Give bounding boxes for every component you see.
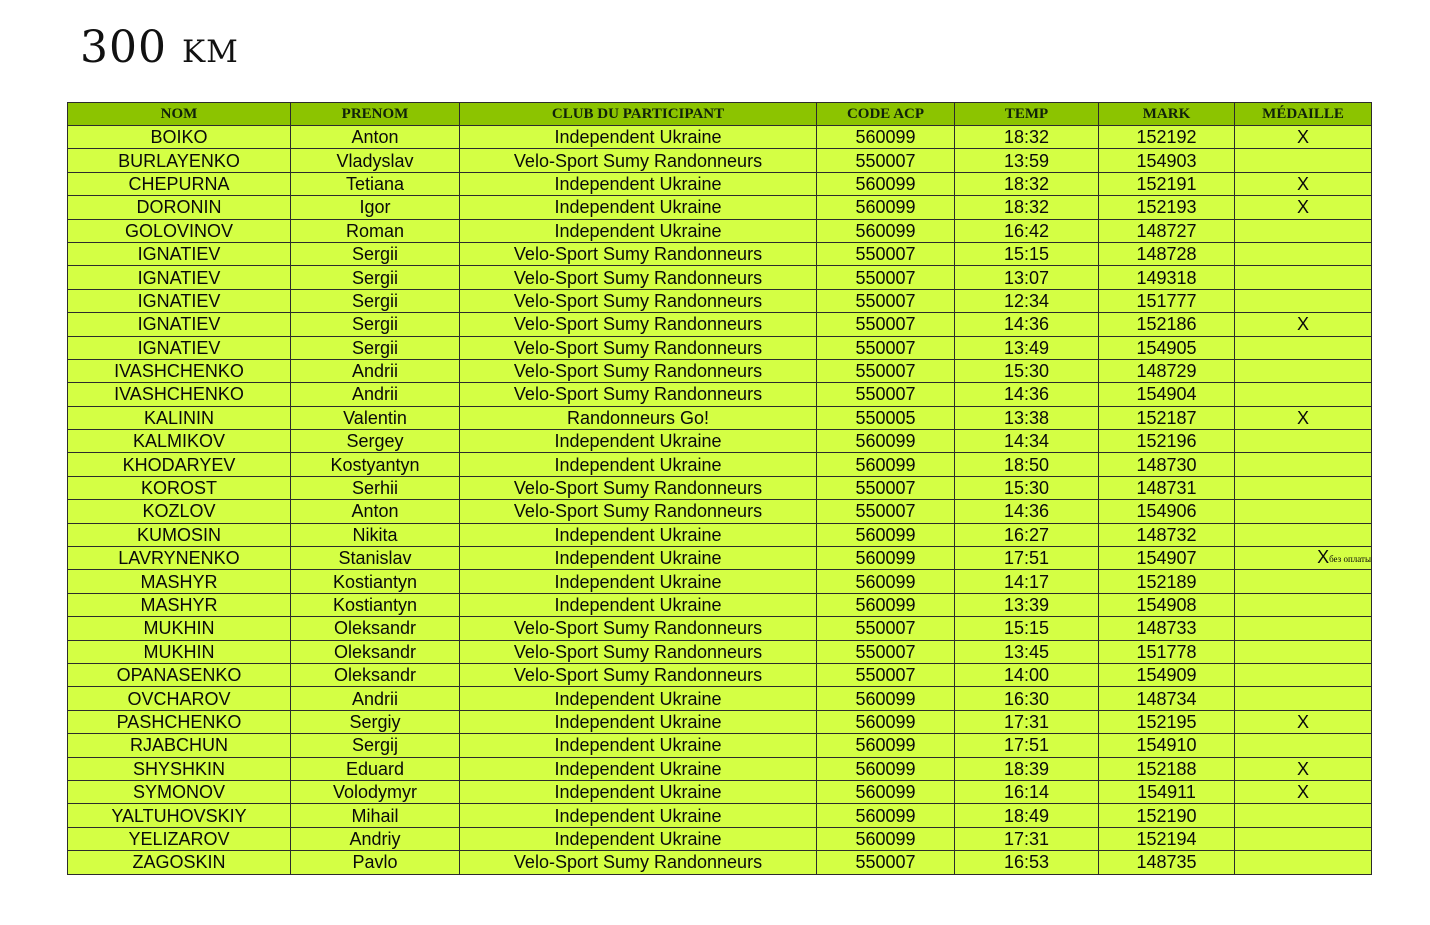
- cell-club: Velo-Sport Sumy Randonneurs: [460, 289, 817, 312]
- cell-mark: 152196: [1099, 430, 1235, 453]
- table-row: [68, 383, 1372, 406]
- cell-club: Independent Ukraine: [460, 523, 817, 546]
- cell-temp: 13:49: [955, 336, 1099, 359]
- cell-club: Independent Ukraine: [460, 710, 817, 733]
- cell-medaille: [1235, 313, 1372, 336]
- cell-mark: 154909: [1099, 663, 1235, 686]
- table-row: [68, 804, 1372, 827]
- cell-code-acp: 550007: [817, 476, 955, 499]
- cell-club: Velo-Sport Sumy Randonneurs: [460, 617, 817, 640]
- cell-prenom: Serhii: [291, 476, 460, 499]
- cell-mark: 152188: [1099, 757, 1235, 780]
- cell-mark: 154907: [1099, 547, 1235, 570]
- cell-medaille: [1235, 126, 1372, 149]
- cell-temp: 13:38: [955, 406, 1099, 429]
- page-title: 300 km: [80, 22, 239, 73]
- cell-medaille: [1235, 172, 1372, 195]
- cell-prenom: Vladyslav: [291, 149, 460, 172]
- cell-medaille: [1235, 617, 1372, 640]
- cell-prenom: Roman: [291, 219, 460, 242]
- cell-nom: BOIKO: [68, 126, 291, 149]
- cell-prenom: Mihail: [291, 804, 460, 827]
- cell-code-acp: 560099: [817, 219, 955, 242]
- table-row: [68, 453, 1372, 476]
- cell-mark: 152190: [1099, 804, 1235, 827]
- cell-code-acp: 550007: [817, 617, 955, 640]
- cell-mark: 148734: [1099, 687, 1235, 710]
- cell-club: Independent Ukraine: [460, 547, 817, 570]
- cell-temp: 17:51: [955, 547, 1099, 570]
- cell-medaille: [1235, 547, 1372, 570]
- cell-medaille: [1235, 289, 1372, 312]
- cell-temp: 15:30: [955, 359, 1099, 382]
- cell-code-acp: 550007: [817, 149, 955, 172]
- cell-mark: 151777: [1099, 289, 1235, 312]
- table-row: [68, 523, 1372, 546]
- cell-nom: MUKHIN: [68, 640, 291, 663]
- cell-nom: IGNATIEV: [68, 313, 291, 336]
- table-row: [68, 196, 1372, 219]
- cell-nom: MUKHIN: [68, 617, 291, 640]
- cell-temp: 14:17: [955, 570, 1099, 593]
- cell-mark: 149318: [1099, 266, 1235, 289]
- cell-mark: 152186: [1099, 313, 1235, 336]
- cell-prenom: Andrii: [291, 359, 460, 382]
- column-header-mark: MARK: [1099, 103, 1235, 126]
- cell-medaille: [1235, 430, 1372, 453]
- cell-prenom: Nikita: [291, 523, 460, 546]
- cell-nom: IVASHCHENKO: [68, 359, 291, 382]
- cell-prenom: Valentin: [291, 406, 460, 429]
- cell-temp: 15:15: [955, 617, 1099, 640]
- medal-mark: X: [1296, 197, 1309, 218]
- cell-mark: 148732: [1099, 523, 1235, 546]
- cell-medaille: [1235, 336, 1372, 359]
- cell-code-acp: 560099: [817, 570, 955, 593]
- cell-club: Velo-Sport Sumy Randonneurs: [460, 383, 817, 406]
- cell-code-acp: 550007: [817, 242, 955, 265]
- cell-club: Velo-Sport Sumy Randonneurs: [460, 640, 817, 663]
- cell-prenom: Igor: [291, 196, 460, 219]
- cell-nom: IGNATIEV: [68, 336, 291, 359]
- table-body: [68, 126, 1372, 875]
- header-row: [68, 103, 1372, 126]
- cell-nom: KUMOSIN: [68, 523, 291, 546]
- cell-nom: MASHYR: [68, 593, 291, 616]
- cell-nom: YELIZAROV: [68, 827, 291, 850]
- cell-code-acp: 560099: [817, 547, 955, 570]
- cell-medaille: [1235, 219, 1372, 242]
- cell-medaille: [1235, 453, 1372, 476]
- cell-nom: BURLAYENKO: [68, 149, 291, 172]
- cell-nom: KOZLOV: [68, 500, 291, 523]
- column-header-temp: TEMP: [955, 103, 1099, 126]
- cell-medaille: [1235, 687, 1372, 710]
- cell-club: Velo-Sport Sumy Randonneurs: [460, 266, 817, 289]
- cell-prenom: Sergiy: [291, 710, 460, 733]
- cell-prenom: Kostiantyn: [291, 570, 460, 593]
- cell-nom: CHEPURNA: [68, 172, 291, 195]
- medal-mark: X: [1296, 711, 1309, 732]
- cell-nom: RJABCHUN: [68, 734, 291, 757]
- cell-medaille: [1235, 851, 1372, 874]
- table-row: [68, 430, 1372, 453]
- cell-mark: 152195: [1099, 710, 1235, 733]
- cell-club: Independent Ukraine: [460, 430, 817, 453]
- cell-code-acp: 560099: [817, 593, 955, 616]
- cell-medaille: [1235, 242, 1372, 265]
- medal-mark: X: [1317, 547, 1330, 568]
- column-header-club: CLUB DU PARTICIPANT: [460, 103, 817, 126]
- cell-mark: 154910: [1099, 734, 1235, 757]
- cell-prenom: Sergey: [291, 430, 460, 453]
- cell-temp: 15:30: [955, 476, 1099, 499]
- cell-prenom: Oleksandr: [291, 640, 460, 663]
- cell-nom: IGNATIEV: [68, 289, 291, 312]
- cell-medaille: [1235, 663, 1372, 686]
- cell-temp: 12:34: [955, 289, 1099, 312]
- medal-mark: X: [1296, 758, 1309, 779]
- cell-prenom: Eduard: [291, 757, 460, 780]
- cell-temp: 18:32: [955, 172, 1099, 195]
- cell-prenom: Kostiantyn: [291, 593, 460, 616]
- table-row: [68, 757, 1372, 780]
- cell-nom: KALMIKOV: [68, 430, 291, 453]
- cell-code-acp: 560099: [817, 196, 955, 219]
- cell-club: Velo-Sport Sumy Randonneurs: [460, 149, 817, 172]
- cell-nom: PASHCHENKO: [68, 710, 291, 733]
- cell-medaille: [1235, 149, 1372, 172]
- medal-mark: X: [1296, 127, 1309, 148]
- cell-club: Velo-Sport Sumy Randonneurs: [460, 500, 817, 523]
- cell-mark: 148733: [1099, 617, 1235, 640]
- cell-temp: 18:32: [955, 196, 1099, 219]
- cell-club: Independent Ukraine: [460, 593, 817, 616]
- cell-mark: 154905: [1099, 336, 1235, 359]
- cell-code-acp: 560099: [817, 734, 955, 757]
- cell-nom: IGNATIEV: [68, 242, 291, 265]
- cell-prenom: Oleksandr: [291, 663, 460, 686]
- cell-temp: 17:51: [955, 734, 1099, 757]
- table-row: [68, 289, 1372, 312]
- cell-club: Randonneurs Go!: [460, 406, 817, 429]
- cell-nom: YALTUHOVSKIY: [68, 804, 291, 827]
- cell-nom: LAVRYNENKO: [68, 547, 291, 570]
- cell-prenom: Volodymyr: [291, 780, 460, 803]
- table-row: [68, 172, 1372, 195]
- table-row: [68, 851, 1372, 874]
- cell-temp: 16:53: [955, 851, 1099, 874]
- cell-temp: 16:27: [955, 523, 1099, 546]
- table-row: [68, 500, 1372, 523]
- cell-club: Independent Ukraine: [460, 196, 817, 219]
- cell-nom: IGNATIEV: [68, 266, 291, 289]
- cell-code-acp: 550007: [817, 359, 955, 382]
- cell-mark: 154903: [1099, 149, 1235, 172]
- cell-nom: OVCHAROV: [68, 687, 291, 710]
- cell-nom: KHODARYEV: [68, 453, 291, 476]
- table-row: [68, 336, 1372, 359]
- cell-code-acp: 560099: [817, 827, 955, 850]
- cell-code-acp: 550007: [817, 313, 955, 336]
- column-header-medaille: MÉDAILLE: [1235, 103, 1372, 126]
- cell-code-acp: 560099: [817, 710, 955, 733]
- cell-code-acp: 550007: [817, 851, 955, 874]
- cell-medaille: [1235, 196, 1372, 219]
- cell-prenom: Sergii: [291, 266, 460, 289]
- cell-club: Velo-Sport Sumy Randonneurs: [460, 476, 817, 499]
- cell-medaille: [1235, 523, 1372, 546]
- cell-prenom: Sergii: [291, 289, 460, 312]
- cell-code-acp: 560099: [817, 523, 955, 546]
- cell-club: Independent Ukraine: [460, 172, 817, 195]
- cell-mark: 151778: [1099, 640, 1235, 663]
- cell-nom: GOLOVINOV: [68, 219, 291, 242]
- table-row: [68, 710, 1372, 733]
- cell-nom: SYMONOV: [68, 780, 291, 803]
- table-row: [68, 219, 1372, 242]
- cell-mark: 154908: [1099, 593, 1235, 616]
- cell-temp: 13:59: [955, 149, 1099, 172]
- cell-club: Independent Ukraine: [460, 687, 817, 710]
- cell-code-acp: 550007: [817, 663, 955, 686]
- cell-temp: 17:31: [955, 710, 1099, 733]
- table-row: [68, 547, 1372, 570]
- cell-medaille: [1235, 359, 1372, 382]
- cell-mark: 152192: [1099, 126, 1235, 149]
- table-row: [68, 593, 1372, 616]
- cell-temp: 14:36: [955, 383, 1099, 406]
- cell-medaille: [1235, 780, 1372, 803]
- cell-code-acp: 560099: [817, 780, 955, 803]
- table-row: [68, 476, 1372, 499]
- cell-temp: 18:49: [955, 804, 1099, 827]
- cell-prenom: Sergii: [291, 242, 460, 265]
- cell-temp: 13:07: [955, 266, 1099, 289]
- cell-medaille: [1235, 266, 1372, 289]
- table-row: [68, 126, 1372, 149]
- cell-mark: 148728: [1099, 242, 1235, 265]
- cell-mark: 152187: [1099, 406, 1235, 429]
- cell-prenom: Andriy: [291, 827, 460, 850]
- cell-temp: 14:00: [955, 663, 1099, 686]
- cell-medaille: [1235, 640, 1372, 663]
- table-row: [68, 266, 1372, 289]
- cell-prenom: Tetiana: [291, 172, 460, 195]
- cell-nom: OPANASENKO: [68, 663, 291, 686]
- table-row: [68, 570, 1372, 593]
- cell-code-acp: 550007: [817, 266, 955, 289]
- cell-club: Independent Ukraine: [460, 757, 817, 780]
- cell-club: Independent Ukraine: [460, 126, 817, 149]
- cell-club: Independent Ukraine: [460, 570, 817, 593]
- cell-medaille: [1235, 804, 1372, 827]
- cell-prenom: Sergii: [291, 313, 460, 336]
- table-row: [68, 663, 1372, 686]
- cell-mark: 148727: [1099, 219, 1235, 242]
- cell-nom: SHYSHKIN: [68, 757, 291, 780]
- cell-code-acp: 550005: [817, 406, 955, 429]
- cell-code-acp: 560099: [817, 126, 955, 149]
- column-header-prenom: PRENOM: [291, 103, 460, 126]
- cell-prenom: Anton: [291, 500, 460, 523]
- cell-club: Independent Ukraine: [460, 453, 817, 476]
- cell-medaille: [1235, 757, 1372, 780]
- cell-mark: 148731: [1099, 476, 1235, 499]
- cell-nom: IVASHCHENKO: [68, 383, 291, 406]
- cell-medaille: [1235, 500, 1372, 523]
- cell-club: Velo-Sport Sumy Randonneurs: [460, 336, 817, 359]
- cell-temp: 14:36: [955, 500, 1099, 523]
- cell-club: Independent Ukraine: [460, 734, 817, 757]
- table-row: [68, 359, 1372, 382]
- cell-club: Velo-Sport Sumy Randonneurs: [460, 851, 817, 874]
- cell-code-acp: 550007: [817, 336, 955, 359]
- results-table: [67, 102, 1372, 875]
- column-header-nom: NOM: [68, 103, 291, 126]
- cell-mark: 154911: [1099, 780, 1235, 803]
- cell-medaille: [1235, 570, 1372, 593]
- cell-prenom: Andrii: [291, 383, 460, 406]
- cell-club: Velo-Sport Sumy Randonneurs: [460, 313, 817, 336]
- cell-mark: 154904: [1099, 383, 1235, 406]
- cell-temp: 18:50: [955, 453, 1099, 476]
- table-row: [68, 617, 1372, 640]
- cell-prenom: Stanislav: [291, 547, 460, 570]
- cell-nom: KALININ: [68, 406, 291, 429]
- cell-temp: 18:32: [955, 126, 1099, 149]
- cell-temp: 18:39: [955, 757, 1099, 780]
- cell-temp: 16:42: [955, 219, 1099, 242]
- cell-prenom: Anton: [291, 126, 460, 149]
- cell-prenom: Andrii: [291, 687, 460, 710]
- cell-nom: DORONIN: [68, 196, 291, 219]
- cell-prenom: Kostyantyn: [291, 453, 460, 476]
- cell-club: Velo-Sport Sumy Randonneurs: [460, 242, 817, 265]
- cell-mark: 152191: [1099, 172, 1235, 195]
- cell-nom: ZAGOSKIN: [68, 851, 291, 874]
- cell-mark: 152189: [1099, 570, 1235, 593]
- cell-medaille: [1235, 734, 1372, 757]
- cell-code-acp: 560099: [817, 430, 955, 453]
- cell-club: Independent Ukraine: [460, 827, 817, 850]
- cell-club: Velo-Sport Sumy Randonneurs: [460, 359, 817, 382]
- cell-temp: 16:14: [955, 780, 1099, 803]
- cell-code-acp: 550007: [817, 289, 955, 312]
- cell-prenom: Sergii: [291, 336, 460, 359]
- cell-temp: 14:36: [955, 313, 1099, 336]
- cell-temp: 14:34: [955, 430, 1099, 453]
- table-row: [68, 313, 1372, 336]
- cell-medaille: [1235, 710, 1372, 733]
- cell-mark: 148730: [1099, 453, 1235, 476]
- cell-medaille: [1235, 593, 1372, 616]
- cell-nom: KOROST: [68, 476, 291, 499]
- cell-mark: 148735: [1099, 851, 1235, 874]
- medal-mark: X: [1296, 782, 1309, 803]
- table-row: [68, 406, 1372, 429]
- cell-medaille: [1235, 383, 1372, 406]
- table-row: [68, 734, 1372, 757]
- table-row: [68, 687, 1372, 710]
- cell-mark: 152194: [1099, 827, 1235, 850]
- cell-club: Independent Ukraine: [460, 780, 817, 803]
- cell-code-acp: 550007: [817, 500, 955, 523]
- cell-temp: 17:31: [955, 827, 1099, 850]
- table-row: [68, 242, 1372, 265]
- cell-nom: MASHYR: [68, 570, 291, 593]
- cell-code-acp: 550007: [817, 383, 955, 406]
- cell-club: Independent Ukraine: [460, 219, 817, 242]
- cell-mark: 152193: [1099, 196, 1235, 219]
- table-row: [68, 827, 1372, 850]
- cell-code-acp: 560099: [817, 804, 955, 827]
- cell-mark: 154906: [1099, 500, 1235, 523]
- cell-temp: 16:30: [955, 687, 1099, 710]
- cell-medaille: [1235, 476, 1372, 499]
- cell-medaille: [1235, 827, 1372, 850]
- cell-prenom: Sergij: [291, 734, 460, 757]
- column-header-code-acp: CODE ACP: [817, 103, 955, 126]
- cell-code-acp: 560099: [817, 172, 955, 195]
- cell-club: Velo-Sport Sumy Randonneurs: [460, 663, 817, 686]
- medal-mark: X: [1296, 407, 1309, 428]
- cell-code-acp: 550007: [817, 640, 955, 663]
- table-row: [68, 149, 1372, 172]
- cell-temp: 13:39: [955, 593, 1099, 616]
- table-row: [68, 640, 1372, 663]
- table-row: [68, 780, 1372, 803]
- cell-prenom: Pavlo: [291, 851, 460, 874]
- cell-temp: 15:15: [955, 242, 1099, 265]
- cell-prenom: Oleksandr: [291, 617, 460, 640]
- medal-note: без оплаты: [1329, 554, 1371, 565]
- cell-mark: 148729: [1099, 359, 1235, 382]
- medal-mark: X: [1296, 314, 1309, 335]
- medal-mark: X: [1296, 173, 1309, 194]
- cell-code-acp: 560099: [817, 687, 955, 710]
- cell-club: Independent Ukraine: [460, 804, 817, 827]
- cell-code-acp: 560099: [817, 757, 955, 780]
- cell-medaille: [1235, 406, 1372, 429]
- cell-temp: 13:45: [955, 640, 1099, 663]
- cell-code-acp: 560099: [817, 453, 955, 476]
